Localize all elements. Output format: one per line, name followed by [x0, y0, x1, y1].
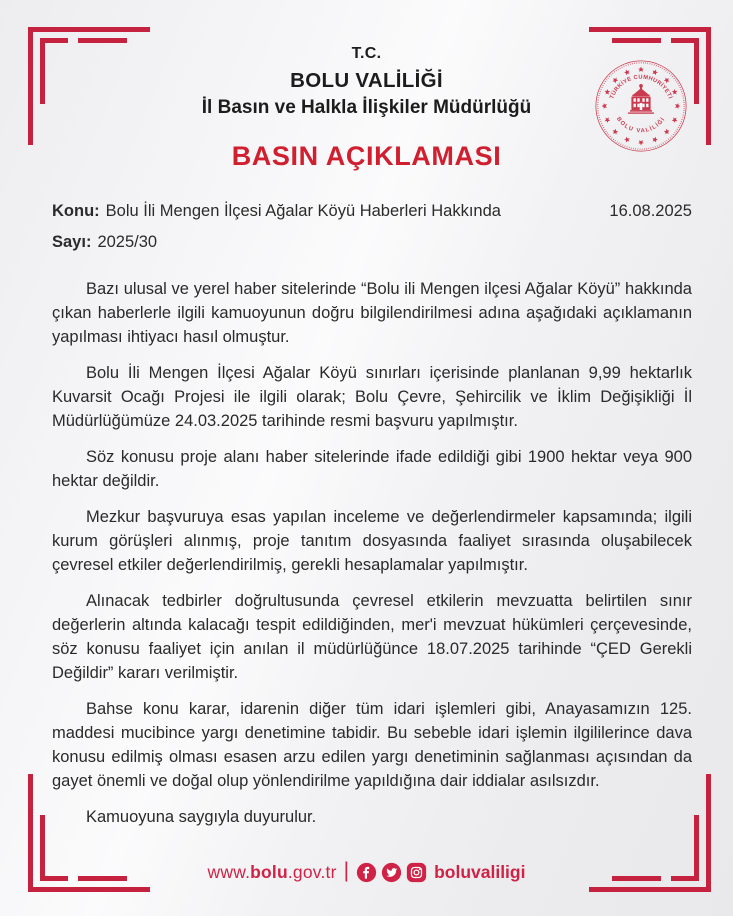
footer — [0, 860, 733, 884]
body-paragraph: Bolu İli Mengen İlçesi Ağalar Köyü sınırları içerisinde planlanan 9,99 hektarlık Kuvarsit Ocağı Projesi ile ilgili olarak; Bolu Çevre, Şehircilik ve İklim Değişikliği İl Müdürlüğümüze 24.03.2025 tarihinde resmi başvuru yapılmıştır. — [52, 364, 692, 430]
body-paragraph: Mezkur başvuruya esas yapılan inceleme ve değerlendirmeler kapsamında; ilgili kurum görüşleri alınmış, proje tanıtım dosyasında faaliyet sırasında oluşabilecek çevresel etkiler değerlendirilmiş, gerekli hesaplamalar yapılmıştır. — [52, 508, 692, 574]
subject-value: Bolu İli Mengen İlçesi Ağalar Köyü Haberleri Hakkında — [105, 202, 501, 220]
website-url — [208, 862, 337, 883]
instagram-icon — [406, 862, 427, 883]
department-name: İl Basın ve Halkla İlişkiler Müdürlüğü — [201, 97, 532, 118]
governorship-seal-icon — [593, 58, 689, 154]
document-title: BASIN AÇIKLAMASI — [231, 141, 502, 171]
twitter-icon — [381, 862, 402, 883]
governorship-name: BOLU VALİLİĞİ — [290, 69, 443, 92]
number-label: Sayı: — [52, 233, 92, 251]
document-body — [52, 277, 692, 841]
number-value: 2025/30 — [97, 233, 158, 251]
number-line — [52, 230, 157, 254]
body-paragraph: Bazı ulusal ve yerel haber sitelerinde “Bolu ili Mengen ilçesi Ağalar Köyü” hakkında çıkan haberlerle ilgili kamuoyunun doğru bilgilendirilmesi adına aşağıdaki açıklamanın yapılması ihtiyacı hasıl olmuştur. — [52, 280, 692, 346]
subject-label: Konu: — [52, 202, 100, 220]
website-www: www. — [207, 861, 251, 882]
body-paragraph: Alınacak tedbirler doğrultusunda çevresel etkilerin mevzuatta belirtilen sınır değerlerin altında kalacağı tespit edildiğinden, mer'i mevzuat hükümleri çerçevesinde, söz konusu faaliyet için anılan il müdürlüğünce 18.07.2025 tarihinde “ÇED Gerekli Değildir” kararı verilmiştir. — [52, 592, 692, 682]
social-handle: boluvaliligi — [434, 861, 526, 882]
seal-bottom-text: BOLU VALİLİĞİ — [614, 116, 667, 135]
state-abbreviation: T.C. — [351, 45, 382, 62]
website-domain: bolu — [250, 861, 288, 882]
body-paragraph: Söz konusu proje alanı haber sitelerinde ifade edildiği gibi 1900 hektar veya 900 hektar değildir. — [52, 448, 692, 490]
subject-line — [52, 199, 501, 223]
seal-building — [628, 84, 654, 114]
body-paragraph: Kamuoyuna saygıyla duyurulur. — [86, 808, 317, 826]
social-icons — [356, 862, 427, 883]
document-date: 16.08.2025 — [609, 202, 692, 220]
website-tld: .gov.tr — [287, 861, 337, 882]
footer-separator: | — [343, 859, 350, 882]
facebook-icon — [356, 862, 377, 883]
svg-text:BOLU VALİLİĞİ — [615, 116, 667, 135]
document-meta — [52, 199, 692, 254]
body-paragraph: Bahse konu karar, idarenin diğer tüm idari işlemleri gibi, Anayasamızın 125. maddesi mucibince yargı denetimine tabidir. Bu sebeble idari işlemin ilgililerince dava konusu edilmiş olması esasen arzu edilen yargı denetiminin sağlanması açısından da gayet önemli ve doğal olup yönlendirilme yapıldığına dair iddialar asılsızdır. — [52, 700, 692, 790]
seal-top-text: TÜRKİYE CUMHURİYETİ — [609, 74, 673, 100]
